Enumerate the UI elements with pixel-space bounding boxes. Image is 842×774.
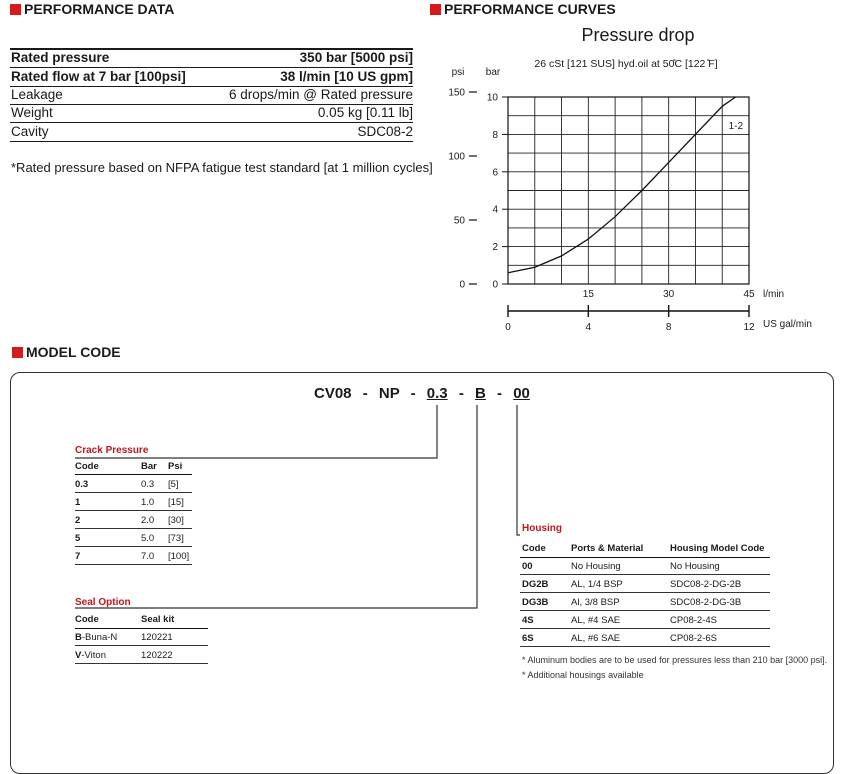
housing-note-aluminum: * Aluminum bodies are to be used for pressures less than 210 bar [3000 psi]. xyxy=(522,655,828,665)
gpm-unit-label: US gal/min xyxy=(763,319,812,330)
spec-label: Cavity xyxy=(11,124,49,139)
gpm-tick-label: 4 xyxy=(585,322,592,333)
bar-tick-label: 0 xyxy=(492,279,498,291)
psi-axis-label: psi xyxy=(451,67,465,78)
housing-row-model: CP08-2-6S xyxy=(670,633,717,644)
crack-row-bar: 1.0 xyxy=(141,497,155,508)
housing-row-model: No Housing xyxy=(670,561,720,572)
housing-row-ports: Al, 3/8 BSP xyxy=(571,597,620,608)
row-divider xyxy=(520,574,770,575)
spec-value: 350 bar [5000 psi] xyxy=(299,50,413,65)
performance-data-title-text: PERFORMANCE DATA xyxy=(24,1,175,17)
model-code-sep: - xyxy=(410,385,416,402)
bar-tick-label: 2 xyxy=(492,242,498,254)
lmin-tick-label: 15 xyxy=(582,289,594,300)
seal-desc: -Viton xyxy=(81,650,106,661)
spec-label: Rated flow at 7 bar [100psi] xyxy=(11,69,186,84)
housing-header-rule xyxy=(520,557,770,558)
model-code-part-type: NP xyxy=(378,385,400,402)
model-code-sep: - xyxy=(362,385,368,402)
model-code-part-housing: 00 xyxy=(513,385,530,402)
crack-row-code: 0.3 xyxy=(75,479,89,490)
bar-axis-label: bar xyxy=(485,67,501,78)
crack-row-psi: [15] xyxy=(168,497,184,508)
crack-row-psi: [30] xyxy=(168,515,184,526)
row-divider xyxy=(520,592,770,593)
housing-connector-line xyxy=(517,405,520,535)
seal-header-code: Code xyxy=(75,614,99,625)
housing-row-ports: AL, 1/4 BSP xyxy=(571,579,623,590)
housing-row-code: DG2B xyxy=(522,579,549,590)
seal-row-code xyxy=(75,650,106,661)
seal-desc: -Buna-N xyxy=(81,632,118,643)
row-divider xyxy=(75,492,192,493)
crack-row-code: 2 xyxy=(75,515,81,526)
row-divider xyxy=(75,564,192,565)
model-code-part-series: CV08 xyxy=(314,385,352,402)
bar-tick-label: 4 xyxy=(492,204,498,216)
housing-row-model: SDC08-2-DG-2B xyxy=(670,579,742,590)
crack-row-code: 1 xyxy=(75,497,81,508)
housing-header-model: Housing Model Code xyxy=(670,543,765,554)
psi-tick-label: 100 xyxy=(448,151,465,163)
housing-row-model: SDC08-2-DG-3B xyxy=(670,597,742,608)
crack-row-psi: [73] xyxy=(168,533,184,544)
model-code-part-seal: B xyxy=(475,385,486,402)
row-divider xyxy=(75,546,192,547)
seal-option-title: Seal Option xyxy=(75,597,131,608)
housing-row-ports: AL, #6 SAE xyxy=(571,633,621,644)
bar-tick-label: 10 xyxy=(486,92,498,104)
housing-header-code: Code xyxy=(522,543,546,554)
seal-row-kit: 120221 xyxy=(141,632,173,643)
seal-connector-line xyxy=(75,405,477,608)
housing-row-code: 6S xyxy=(522,633,534,644)
psi-tick-label: 50 xyxy=(453,215,465,227)
seal-code: V xyxy=(75,650,82,661)
row-divider xyxy=(75,528,192,529)
bar-tick-label: 6 xyxy=(492,167,498,179)
seal-header-rule xyxy=(75,628,208,629)
seal-header-kit: Seal kit xyxy=(141,614,175,625)
crack-row-code: 5 xyxy=(75,533,81,544)
model-code-sep: - xyxy=(458,385,464,402)
psi-tick-label: 0 xyxy=(459,279,465,291)
model-code-part-crack: 0.3 xyxy=(426,385,448,402)
crack-row-bar: 7.0 xyxy=(141,551,155,562)
crack-row-bar: 5.0 xyxy=(141,533,155,544)
model-code-sep: - xyxy=(497,385,503,402)
psi-tick-label: 150 xyxy=(448,87,465,99)
crack-pressure-title: Crack Pressure xyxy=(75,445,149,456)
crack-header-psi: Psi xyxy=(168,461,183,472)
spec-value: 0.05 kg [0.11 lb] xyxy=(317,105,413,120)
spec-label: Weight xyxy=(11,105,53,120)
performance-curves-title-text: PERFORMANCE CURVES xyxy=(444,1,616,17)
row-divider xyxy=(75,510,192,511)
spec-value: 38 l/min [10 US gpm] xyxy=(280,69,413,84)
chart-title: Pressure drop xyxy=(581,25,695,45)
housing-row-ports: AL, #4 SAE xyxy=(571,615,621,626)
housing-header-ports: Ports & Material xyxy=(571,543,644,554)
row-divider xyxy=(520,646,770,647)
lmin-unit-label: l/min xyxy=(763,289,785,300)
model-code-title-text: MODEL CODE xyxy=(26,344,121,360)
lmin-tick-label: 30 xyxy=(663,289,675,300)
row-divider xyxy=(75,663,208,664)
row-divider xyxy=(520,628,770,629)
crack-header-bar: Bar xyxy=(141,461,157,472)
crack-row-bar: 0.3 xyxy=(141,479,155,490)
crack-row-bar: 2.0 xyxy=(141,515,155,526)
chart-subtitle: 26 cSt [121 SUS] hyd.oil at 50̊C [122 ̊F] xyxy=(534,58,718,70)
lmin-tick-label: 45 xyxy=(743,289,755,300)
housing-row-ports: No Housing xyxy=(571,561,621,572)
crack-header-code: Code xyxy=(75,461,99,472)
gpm-tick-label: 8 xyxy=(665,322,672,333)
seal-row-code xyxy=(75,632,117,643)
housing-row-code: DG3B xyxy=(522,597,549,608)
spec-label: Rated pressure xyxy=(11,50,110,65)
housing-note-additional: * Additional housings available xyxy=(522,670,644,680)
crack-row-psi: [5] xyxy=(168,479,179,490)
spec-value: 6 drops/min @ Rated pressure xyxy=(228,87,413,102)
spec-value: SDC08-2 xyxy=(357,124,413,139)
housing-row-code: 4S xyxy=(522,615,534,626)
gpm-tick-label: 0 xyxy=(505,322,511,333)
housing-row-code: 00 xyxy=(522,561,533,572)
spec-label: Leakage xyxy=(11,87,63,102)
row-divider xyxy=(75,645,208,646)
rated-pressure-note: *Rated pressure based on NFPA fatigue test standard [at 1 million cycles] xyxy=(11,160,433,175)
curve-label: 1-2 xyxy=(728,120,744,132)
seal-code: B xyxy=(75,632,82,643)
row-divider xyxy=(520,610,770,611)
crack-header-rule xyxy=(75,474,192,475)
housing-title: Housing xyxy=(522,523,562,534)
seal-row-kit: 120222 xyxy=(141,650,173,661)
crack-row-psi: [100] xyxy=(168,551,190,562)
bar-tick-label: 8 xyxy=(492,129,498,141)
housing-row-model: CP08-2-4S xyxy=(670,615,717,626)
gpm-tick-label: 12 xyxy=(743,322,755,333)
crack-row-code: 7 xyxy=(75,551,81,562)
